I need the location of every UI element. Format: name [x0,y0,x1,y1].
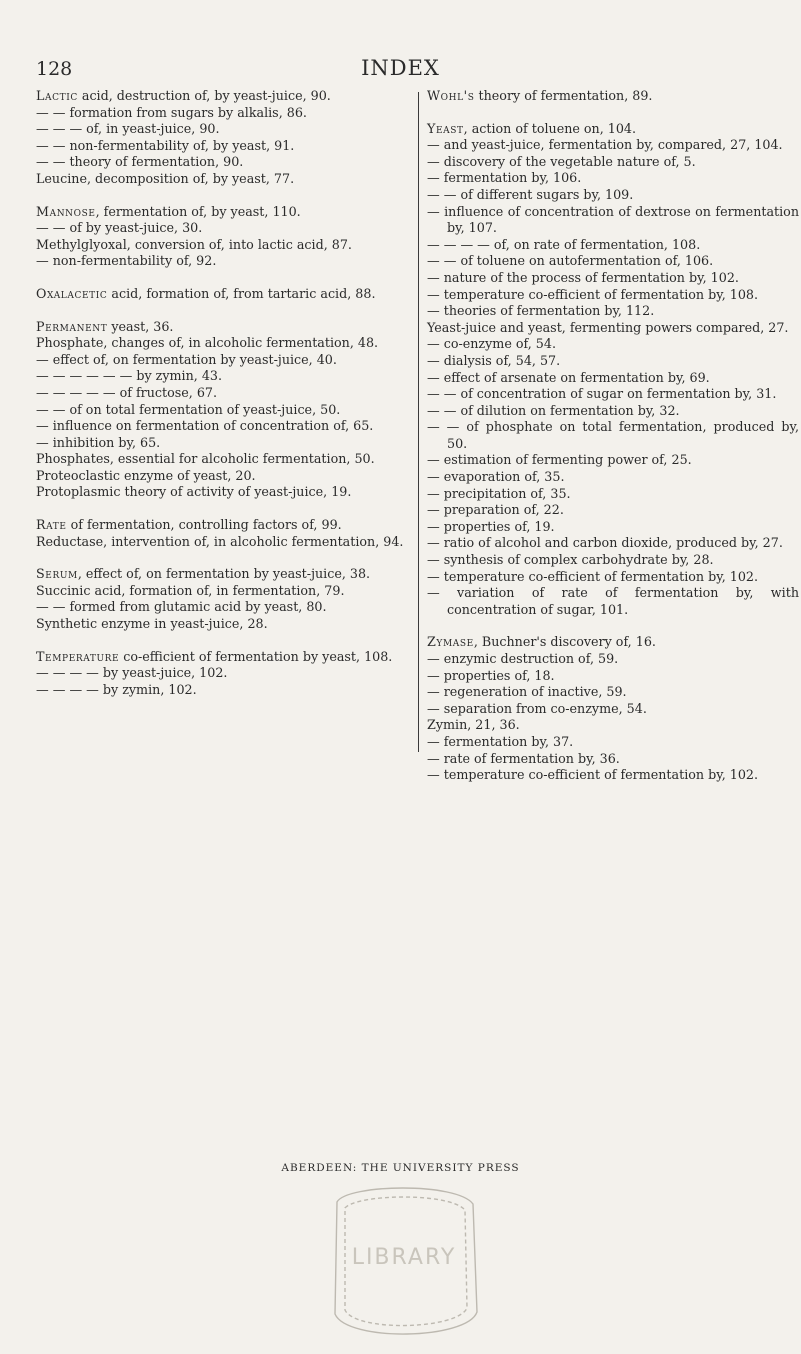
entry-text: — variation of rate of fermentation by, with concentration of sugar, 101. [427,585,799,617]
index-entry [427,419,799,452]
entry-text: — — formed from glutamic acid by yeast, 80. [36,599,327,615]
entry-text: — and yeast-juice, fermentation by, compared, 27, 104. [427,137,783,153]
index-entry [36,319,410,336]
entry-text: — properties of, 18. [427,667,555,683]
entry-text: — — — of, in yeast-juice, 90. [36,121,220,137]
group-separator [36,633,410,649]
entry-text: — temperature co-efficient of fermentation by, 102. [427,767,759,783]
page-number: 128 [36,58,73,80]
entry-text: — inhibition by, 65. [36,434,161,450]
group-separator [36,501,410,517]
index-entry [427,734,799,751]
entry-text: — — of by yeast-juice, 30. [36,220,203,236]
stamp-label: LIBRARY [351,1245,457,1270]
entry-text: yeast, 36. [107,318,174,334]
index-entry [427,336,799,353]
entry-text: — nature of the process of fermentation by, 102. [427,269,739,285]
index-entry [427,452,799,469]
entry-text: — — non-fermentability of, by yeast, 91. [36,137,295,153]
group-separator [427,618,799,634]
index-entry [427,535,799,552]
entry-text: — precipitation of, 35. [427,485,571,501]
index-entry [36,88,410,105]
entry-text: — temperature co-efficient of fermentation by, 102. [427,568,759,584]
index-entry [427,651,799,668]
index-entry [36,616,410,633]
entry-text: — — — — by yeast-juice, 102. [36,665,228,681]
entry-text: Phosphate, changes of, in alcoholic fermentation, 48. [36,335,379,351]
entry-text: Methylglyoxal, conversion of, into lactic acid, 87. [36,236,352,252]
entry-text: — — of different sugars by, 109. [427,186,634,202]
group-separator [36,270,410,286]
index-entry [427,717,799,734]
index-entry [427,519,799,536]
entry-text: Phosphates, essential for alcoholic fermentation, 50. [36,451,375,467]
entry-text: Leucine, decomposition of, by yeast, 77. [36,170,295,186]
entry-head-word: Permanent [36,318,108,334]
index-entry [36,154,410,171]
page-title: INDEX [361,56,440,80]
entry-text: — — of concentration of sugar on fermentation by, 31. [427,386,777,402]
entry-text: — rate of fermentation by, 36. [427,750,620,766]
entry-text: — separation from co-enzyme, 54. [427,700,647,716]
index-entry [36,204,410,221]
entry-text: — influence of concentration of dextrose on fermentation by, 107. [427,203,799,236]
entry-text: — enzymic destruction of, 59. [427,651,619,666]
entry-text: Yeast-juice and yeast, fermenting powers compared, 27. [427,319,789,335]
index-entry [427,287,799,304]
index-entry [36,599,410,616]
index-entry [427,320,799,337]
index-entry [427,767,799,784]
entry-text: — properties of, 19. [427,518,555,534]
library-stamp [327,1172,481,1348]
index-entry [36,335,410,352]
index-entry [427,303,799,320]
entry-text: — — of toluene on autofermentation of, 106. [427,253,714,269]
index-entry [427,121,799,138]
index-entry [427,684,799,701]
index-entry [36,484,410,501]
entry-head-word: Zymase [427,634,474,650]
entry-text: — — theory of fermentation, 90. [36,154,244,170]
index-entry [427,502,799,519]
entry-text: — — of on total fermentation of yeast-juice, 50. [36,401,341,417]
index-entry [427,386,799,403]
entry-text: Succinic acid, formation of, in fermentation, 79. [36,582,345,598]
index-entry [36,517,410,534]
index-entry [36,368,410,385]
index-entry [427,204,799,237]
index-entry [36,583,410,600]
entry-text: — preparation of, 22. [427,502,564,518]
index-entry [427,634,799,651]
group-separator [36,550,410,566]
index-entry [427,154,799,171]
entry-text: Reductase, intervention of, in alcoholic fermentation, 94. [36,533,404,549]
entry-text: — — of phosphate on total fermentation, produced by, 50. [427,419,799,451]
index-entry [36,237,410,254]
entry-text: co-efficient of fermentation by yeast, 108. [119,648,393,664]
index-column-left [36,88,410,698]
index-entry [427,370,799,387]
entry-text: Zymin, 21, 36. [427,717,520,733]
entry-text: — — — — of, on rate of fermentation, 108. [427,236,701,252]
column-divider [418,92,419,752]
index-entry [36,665,410,682]
index-column-right [427,88,799,784]
entry-text: Proteoclastic enzyme of yeast, 20. [36,467,256,483]
index-entry [427,701,799,718]
entry-text: — co-enzyme of, 54. [427,336,556,352]
index-entry [36,468,410,485]
entry-text: — estimation of fermenting power of, 25. [427,452,692,468]
entry-text: — regeneration of inactive, 59. [427,684,627,700]
entry-text: — — — — — — by zymin, 43. [36,368,223,384]
printer-imprint: ABERDEEN: THE UNIVERSITY PRESS [281,1162,520,1174]
entry-text: — discovery of the vegetable nature of, 5. [427,153,696,169]
index-entry [36,138,410,155]
entry-head-word: Rate [36,517,67,533]
entry-text: theory of fermentation, 89. [474,88,653,103]
index-entry [36,352,410,369]
entry-text: — fermentation by, 37. [427,733,574,749]
entry-text: — synthesis of complex carbohydrate by, 28. [427,552,714,568]
entry-text: , effect of, on fermentation by yeast-juice, 38. [77,566,371,582]
entry-text: , Buchner's discovery of, 16. [473,634,656,650]
entry-text: — — of dilution on fermentation by, 32. [427,402,680,418]
group-separator [427,105,799,121]
entry-text: — evaporation of, 35. [427,469,565,485]
entry-head-word: Temperature [36,648,120,664]
index-entry [427,187,799,204]
entry-text: — dialysis of, 54, 57. [427,352,561,368]
index-entry [36,220,410,237]
index-entry [36,435,410,452]
index-entry [36,649,410,666]
index-entry [36,451,410,468]
index-entry [36,534,410,551]
index-entry [36,105,410,122]
entry-text: — effect of arsenate on fermentation by, 69. [427,369,710,385]
group-separator [36,188,410,204]
entry-text: — theories of fermentation by, 112. [427,303,655,319]
entry-head-word: Serum [36,566,78,582]
entry-text: acid, destruction of, by yeast-juice, 90. [77,88,331,103]
index-entry [36,682,410,699]
entry-text: Synthetic enzyme in yeast-juice, 28. [36,616,268,632]
entry-text: — non-fermentability of, 92. [36,253,217,269]
index-entry [427,403,799,420]
entry-text: — fermentation by, 106. [427,170,582,186]
index-entry [427,253,799,270]
index-entry [427,88,799,105]
index-entry [36,385,410,402]
index-entry [427,668,799,685]
entry-text: , fermentation of, by yeast, 110. [95,203,301,219]
group-separator [36,303,410,319]
index-entry [427,486,799,503]
index-entry [36,402,410,419]
entry-head-word: Mannose [36,203,96,219]
index-entry [427,170,799,187]
entry-text: — temperature co-efficient of fermentation by, 108. [427,286,759,302]
index-entry [36,171,410,188]
index-entry [427,751,799,768]
entry-text: — — — — — of fructose, 67. [36,384,218,400]
index-entry [427,552,799,569]
index-entry [36,253,410,270]
index-entry [36,286,410,303]
entry-text: — — — — by zymin, 102. [36,681,197,697]
entry-text: , action of toluene on, 104. [463,120,637,136]
index-entry [427,353,799,370]
entry-head-word: Lactic [36,88,78,103]
entry-text: — — formation from sugars by alkalis, 86. [36,104,307,120]
entry-text: Protoplasmic theory of activity of yeast-juice, 19. [36,484,352,500]
entry-text: acid, formation of, from tartaric acid, 88. [107,285,376,301]
index-entry [36,418,410,435]
index-entry [427,270,799,287]
index-entry [427,137,799,154]
index-entry [427,569,799,586]
index-entry [36,121,410,138]
index-entry [427,237,799,254]
entry-text: — effect of, on fermentation by yeast-juice, 40. [36,351,337,367]
index-entry [427,469,799,486]
index-entry [427,585,799,618]
index-entry [36,566,410,583]
entry-text: — ratio of alcohol and carbon dioxide, produced by, 27. [427,535,783,551]
entry-head-word: Yeast [427,120,464,136]
entry-text: of fermentation, controlling factors of, 99. [66,517,342,533]
entry-head-word: Oxalacetic [36,285,108,301]
entry-head-word: Wohl's [427,88,475,103]
entry-text: — influence on fermentation of concentration of, 65. [36,418,374,434]
